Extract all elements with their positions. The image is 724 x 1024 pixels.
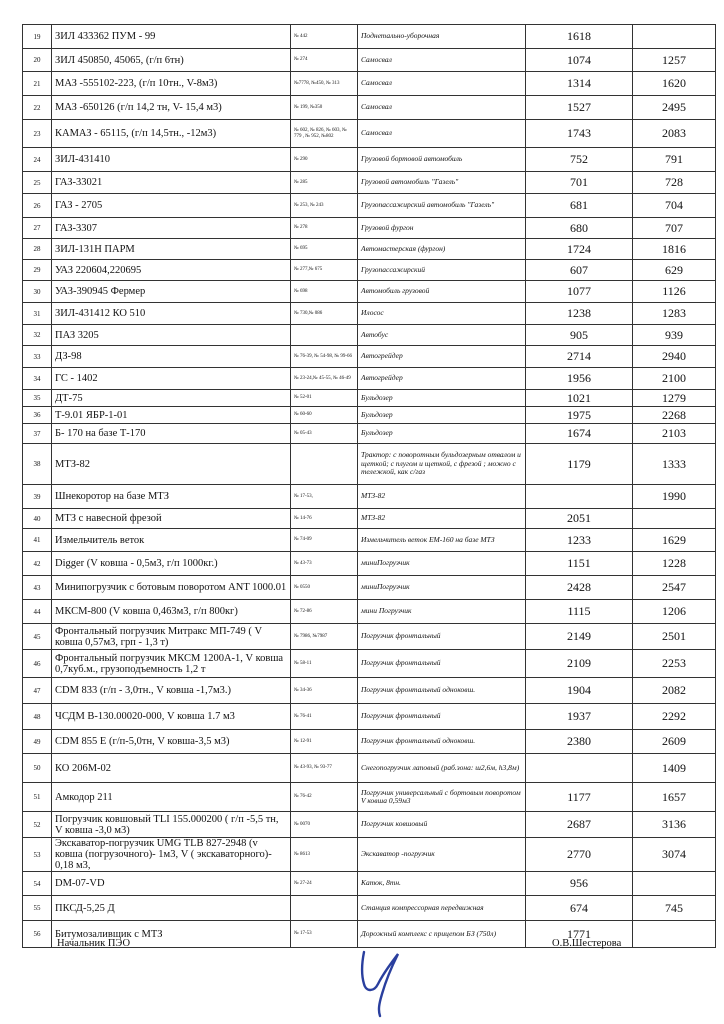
row-number: 49 — [23, 730, 52, 754]
equipment-table — [22, 24, 716, 948]
table-row — [23, 72, 716, 96]
registration-numbers — [291, 444, 358, 485]
value-column-2: 939 — [633, 325, 716, 346]
value-column-2: 2253 — [633, 650, 716, 678]
registration-numbers: № 698 — [291, 281, 358, 303]
value-column-2 — [633, 872, 716, 896]
row-number: 56 — [23, 921, 52, 948]
table-row — [23, 678, 716, 704]
registration-numbers: № 442 — [291, 25, 358, 49]
registration-numbers: № 290 — [291, 148, 358, 172]
equipment-type: мини Погрузчик — [358, 600, 526, 624]
table-row — [23, 812, 716, 838]
equipment-type: Станция компрессорная передвижная — [358, 896, 526, 921]
value-column-2 — [633, 509, 716, 529]
registration-numbers: № 602, № 826, № 603, № 779 , № 952, №802 — [291, 120, 358, 148]
equipment-name: Б- 170 на базе Т-170 — [52, 424, 291, 444]
table-row — [23, 650, 716, 678]
value-column-1 — [526, 485, 633, 509]
registration-numbers: № 52-01 — [291, 390, 358, 407]
value-column-2: 2103 — [633, 424, 716, 444]
value-column-2: 1206 — [633, 600, 716, 624]
equipment-type: Погрузчик фронтальный — [358, 624, 526, 650]
value-column-1: 2380 — [526, 730, 633, 754]
value-column-1: 1238 — [526, 303, 633, 325]
row-number: 52 — [23, 812, 52, 838]
equipment-type: Бульдозер — [358, 424, 526, 444]
value-column-2: 2292 — [633, 704, 716, 730]
table-row — [23, 838, 716, 872]
value-column-1: 674 — [526, 896, 633, 921]
table-row — [23, 624, 716, 650]
equipment-name: МКСМ-800 (V ковша 0,463м3, г/п 800кг) — [52, 600, 291, 624]
equipment-type: МТЗ-82 — [358, 485, 526, 509]
table-row — [23, 529, 716, 552]
row-number: 38 — [23, 444, 52, 485]
table-row — [23, 172, 716, 194]
table-row — [23, 368, 716, 390]
value-column-1: 1115 — [526, 600, 633, 624]
table-row — [23, 49, 716, 72]
equipment-name: Т-9.01 ЯБР-1-01 — [52, 407, 291, 424]
equipment-name: ЗИЛ 450850, 45065, (г/п 6тн) — [52, 49, 291, 72]
registration-numbers: № 60-60 — [291, 407, 358, 424]
registration-numbers: № 74-09 — [291, 529, 358, 552]
value-column-2: 1279 — [633, 390, 716, 407]
equipment-type: Бульдозер — [358, 407, 526, 424]
equipment-name: Шнекоротор на базе МТЗ — [52, 485, 291, 509]
value-column-1: 1233 — [526, 529, 633, 552]
row-number: 50 — [23, 754, 52, 783]
registration-numbers: № 14-76 — [291, 509, 358, 529]
table-row — [23, 576, 716, 600]
equipment-type: Экскаватор -погрузчик — [358, 838, 526, 872]
value-column-2: 1409 — [633, 754, 716, 783]
value-column-2: 1257 — [633, 49, 716, 72]
value-column-1: 2714 — [526, 346, 633, 368]
value-column-1: 1937 — [526, 704, 633, 730]
equipment-name: УАЗ-390945 Фермер — [52, 281, 291, 303]
row-number: 19 — [23, 25, 52, 49]
row-number: 30 — [23, 281, 52, 303]
table-row — [23, 704, 716, 730]
registration-numbers: № 277,№ 675 — [291, 260, 358, 281]
equipment-name: Амкодор 211 — [52, 783, 291, 812]
equipment-name: КО 206М-02 — [52, 754, 291, 783]
registration-numbers — [291, 325, 358, 346]
value-column-2: 1629 — [633, 529, 716, 552]
registration-numbers: № 253, № 243 — [291, 194, 358, 218]
registration-numbers: № 43-93, № 93-77 — [291, 754, 358, 783]
equipment-type: Грузовой бортовой автомобиль — [358, 148, 526, 172]
equipment-type: Трактор: с поворотным бульдозерным отвалом и щеткой; с плугом и щеткой, с фрезой ; можно с тележкой, как с/газ — [358, 444, 526, 485]
equipment-type: Самосвал — [358, 96, 526, 120]
value-column-2: 2100 — [633, 368, 716, 390]
equipment-name: МТЗ с навесной фрезой — [52, 509, 291, 529]
handwritten-signature — [352, 948, 412, 1018]
value-column-2: 1990 — [633, 485, 716, 509]
value-column-1: 1077 — [526, 281, 633, 303]
table-row — [23, 325, 716, 346]
registration-numbers: № 730,№ 086 — [291, 303, 358, 325]
registration-numbers: № 76-39, № 54-98, № 99-66 — [291, 346, 358, 368]
equipment-table-body — [23, 25, 716, 948]
value-column-1: 905 — [526, 325, 633, 346]
equipment-type: Автобус — [358, 325, 526, 346]
registration-numbers: № 58-11 — [291, 650, 358, 678]
table-row — [23, 552, 716, 576]
row-number: 36 — [23, 407, 52, 424]
row-number: 51 — [23, 783, 52, 812]
registration-numbers: № 7986, №7987 — [291, 624, 358, 650]
signer-position: Начальник ПЭО — [57, 938, 131, 949]
value-column-1: 1904 — [526, 678, 633, 704]
value-column-2: 2940 — [633, 346, 716, 368]
equipment-name: Минипогрузчик с ботовым поворотом ANT 1000.01 — [52, 576, 291, 600]
value-column-1: 1074 — [526, 49, 633, 72]
registration-numbers: № 72-86 — [291, 600, 358, 624]
equipment-name: МАЗ -555102-223, (г/п 10тн., V-8м3) — [52, 72, 291, 96]
equipment-type: Илосос — [358, 303, 526, 325]
row-number: 23 — [23, 120, 52, 148]
equipment-name: ГАЗ - 2705 — [52, 194, 291, 218]
value-column-2: 1620 — [633, 72, 716, 96]
value-column-1: 607 — [526, 260, 633, 281]
value-column-2: 2082 — [633, 678, 716, 704]
equipment-name: DM-07-VD — [52, 872, 291, 896]
table-row — [23, 509, 716, 529]
table-row — [23, 25, 716, 49]
row-number: 43 — [23, 576, 52, 600]
equipment-name: ЧСДМ В-130.00020-000, V ковша 1.7 м3 — [52, 704, 291, 730]
value-column-2: 1657 — [633, 783, 716, 812]
value-column-2: 704 — [633, 194, 716, 218]
value-column-2: 707 — [633, 218, 716, 239]
value-column-2: 1816 — [633, 239, 716, 260]
value-column-1: 1771 — [526, 921, 633, 948]
value-column-1: 1527 — [526, 96, 633, 120]
value-column-1: 2428 — [526, 576, 633, 600]
equipment-type: Самосвал — [358, 72, 526, 96]
equipment-name: Фронтальный погрузчик Митракс МП-749 ( V ковша 0,57м3, грп - 1,3 т) — [52, 624, 291, 650]
row-number: 45 — [23, 624, 52, 650]
row-number: 32 — [23, 325, 52, 346]
value-column-1: 1314 — [526, 72, 633, 96]
equipment-name: ГС - 1402 — [52, 368, 291, 390]
registration-numbers: № 285 — [291, 172, 358, 194]
table-row — [23, 281, 716, 303]
table-row — [23, 239, 716, 260]
equipment-name: CDM 833 (г/п - 3,0тн., V ковша -1,7м3.) — [52, 678, 291, 704]
equipment-type: Погрузчик фронтальный одноковш. — [358, 730, 526, 754]
signer-name: О.В.Шестерова — [552, 938, 622, 949]
equipment-type: Бульдозер — [358, 390, 526, 407]
table-row — [23, 730, 716, 754]
value-column-1: 1618 — [526, 25, 633, 49]
equipment-name: Экскаватор-погрузчик UMG TLB 827-2948 (v ковша (погрузочного)- 1м3, V ( экскаваторного)- 0,18 м3, — [52, 838, 291, 872]
equipment-type: Каток, 8тн. — [358, 872, 526, 896]
equipment-type: Погрузчик фронтальный — [358, 650, 526, 678]
table-row — [23, 872, 716, 896]
registration-numbers — [291, 896, 358, 921]
value-column-2: 2083 — [633, 120, 716, 148]
table-row — [23, 148, 716, 172]
value-column-1: 1021 — [526, 390, 633, 407]
value-column-1: 752 — [526, 148, 633, 172]
equipment-name: КАМАЗ - 65115, (г/п 14,5тн., -12м3) — [52, 120, 291, 148]
value-column-2: 2547 — [633, 576, 716, 600]
row-number: 48 — [23, 704, 52, 730]
value-column-1: 1975 — [526, 407, 633, 424]
equipment-name: Digger (V ковша - 0,5м3, г/п 1000кг.) — [52, 552, 291, 576]
equipment-type: Автомобиль грузовой — [358, 281, 526, 303]
value-column-1: 2051 — [526, 509, 633, 529]
row-number: 47 — [23, 678, 52, 704]
row-number: 37 — [23, 424, 52, 444]
value-column-2: 1126 — [633, 281, 716, 303]
row-number: 31 — [23, 303, 52, 325]
value-column-1: 1179 — [526, 444, 633, 485]
equipment-name: Фронтальный погрузчик МКСМ 1200А-1, V ковша 0,7куб.м., грузоподъемность 1,2 т — [52, 650, 291, 678]
equipment-type: МТЗ-82 — [358, 509, 526, 529]
equipment-name: ДТ-75 — [52, 390, 291, 407]
registration-numbers: № 05-43 — [291, 424, 358, 444]
value-column-1: 680 — [526, 218, 633, 239]
value-column-2: 629 — [633, 260, 716, 281]
equipment-type: Грузопассажирский автомобиль "Газель" — [358, 194, 526, 218]
registration-numbers: №7778, №450, № 313 — [291, 72, 358, 96]
value-column-1: 2770 — [526, 838, 633, 872]
row-number: 55 — [23, 896, 52, 921]
value-column-2: 745 — [633, 896, 716, 921]
table-row — [23, 754, 716, 783]
registration-numbers: № 17-53, — [291, 485, 358, 509]
value-column-1: 1177 — [526, 783, 633, 812]
equipment-name: УАЗ 220604,220695 — [52, 260, 291, 281]
equipment-name: Измельчитель веток — [52, 529, 291, 552]
row-number: 24 — [23, 148, 52, 172]
equipment-type: Грузовой автомобиль "Газель" — [358, 172, 526, 194]
equipment-type: Измельчитель веток ЕМ-160 на базе МТЗ — [358, 529, 526, 552]
equipment-name: ГАЗ-3307 — [52, 218, 291, 239]
equipment-type: Погрузчик фронтальный — [358, 704, 526, 730]
table-row — [23, 407, 716, 424]
equipment-name: МАЗ -650126 (г/п 14,2 тн, V- 15,4 м3) — [52, 96, 291, 120]
equipment-name: Битумозаливщик с МТЗ — [52, 921, 291, 948]
registration-numbers: № 274 — [291, 49, 358, 72]
row-number: 39 — [23, 485, 52, 509]
table-row — [23, 120, 716, 148]
row-number: 41 — [23, 529, 52, 552]
equipment-type: Самосвал — [358, 120, 526, 148]
row-number: 46 — [23, 650, 52, 678]
value-column-1: 1724 — [526, 239, 633, 260]
registration-numbers: № 12-91 — [291, 730, 358, 754]
equipment-type: миниПогрузчик — [358, 552, 526, 576]
value-column-2: 1283 — [633, 303, 716, 325]
value-column-2: 1333 — [633, 444, 716, 485]
equipment-name: ЗИЛ 433362 ПУМ - 99 — [52, 25, 291, 49]
value-column-2 — [633, 921, 716, 948]
row-number: 33 — [23, 346, 52, 368]
value-column-1: 956 — [526, 872, 633, 896]
registration-numbers: № 23-24,№ 45-55, № 46-49 — [291, 368, 358, 390]
equipment-type: Снегопогрузчик лаповый (раб.зона: ш2,6м, h3,8м) — [358, 754, 526, 783]
table-row — [23, 194, 716, 218]
registration-numbers: № 34-36 — [291, 678, 358, 704]
equipment-name: CDM 855 E (г/п-5,0тн, V ковша-3,5 м3) — [52, 730, 291, 754]
row-number: 28 — [23, 239, 52, 260]
table-row — [23, 600, 716, 624]
value-column-2: 3136 — [633, 812, 716, 838]
value-column-1: 1151 — [526, 552, 633, 576]
table-row — [23, 303, 716, 325]
equipment-type: Погрузчик фронтальный одноковш. — [358, 678, 526, 704]
value-column-2: 728 — [633, 172, 716, 194]
equipment-type: Грузопассажирский — [358, 260, 526, 281]
equipment-name: ПКСД-5,25 Д — [52, 896, 291, 921]
table-row — [23, 260, 716, 281]
registration-numbers: № 8613 — [291, 838, 358, 872]
equipment-name: ГАЗ-33021 — [52, 172, 291, 194]
row-number: 44 — [23, 600, 52, 624]
row-number: 35 — [23, 390, 52, 407]
table-row — [23, 783, 716, 812]
value-column-1 — [526, 754, 633, 783]
equipment-name: ЗИЛ-131Н ПАРМ — [52, 239, 291, 260]
equipment-name: ПАЗ 3205 — [52, 325, 291, 346]
equipment-type: Погрузчик ковшовый — [358, 812, 526, 838]
registration-numbers: № 43-73 — [291, 552, 358, 576]
registration-numbers: № 0550 — [291, 576, 358, 600]
value-column-1: 701 — [526, 172, 633, 194]
row-number: 26 — [23, 194, 52, 218]
registration-numbers: № 278 — [291, 218, 358, 239]
equipment-type: Автомастерская (фургон) — [358, 239, 526, 260]
row-number: 20 — [23, 49, 52, 72]
value-column-1: 1674 — [526, 424, 633, 444]
registration-numbers: № 27-24 — [291, 872, 358, 896]
table-row — [23, 96, 716, 120]
table-row — [23, 218, 716, 239]
value-column-2: 1228 — [633, 552, 716, 576]
equipment-name: ЗИЛ-431412 КО 510 — [52, 303, 291, 325]
row-number: 53 — [23, 838, 52, 872]
equipment-name: ЗИЛ-431410 — [52, 148, 291, 172]
registration-numbers: № 199, №350 — [291, 96, 358, 120]
equipment-type: Погрузчик универсальный с бортовым поворотом V ковша 0,59м3 — [358, 783, 526, 812]
value-column-2: 791 — [633, 148, 716, 172]
value-column-1: 1956 — [526, 368, 633, 390]
equipment-type: Поднетально-уборочная — [358, 25, 526, 49]
row-number: 22 — [23, 96, 52, 120]
equipment-type: Дорожный комплекс с прицепом БЗ (750л) — [358, 921, 526, 948]
value-column-1: 2687 — [526, 812, 633, 838]
value-column-1: 2149 — [526, 624, 633, 650]
registration-numbers: № 695 — [291, 239, 358, 260]
equipment-type: Грузовой фургон — [358, 218, 526, 239]
table-row — [23, 485, 716, 509]
value-column-2: 2609 — [633, 730, 716, 754]
row-number: 54 — [23, 872, 52, 896]
row-number: 40 — [23, 509, 52, 529]
row-number: 29 — [23, 260, 52, 281]
table-row — [23, 346, 716, 368]
equipment-name: МТЗ-82 — [52, 444, 291, 485]
value-column-2 — [633, 25, 716, 49]
equipment-name: Погрузчик ковшовый TLI 155.000200 ( г/п -5,5 тн, V ковша -3,0 м3) — [52, 812, 291, 838]
registration-numbers: № 76-42 — [291, 783, 358, 812]
table-row — [23, 424, 716, 444]
row-number: 25 — [23, 172, 52, 194]
equipment-type: Автогрейдер — [358, 346, 526, 368]
row-number: 34 — [23, 368, 52, 390]
table-row — [23, 896, 716, 921]
row-number: 27 — [23, 218, 52, 239]
registration-numbers: № 76-41 — [291, 704, 358, 730]
registration-numbers: № 0070 — [291, 812, 358, 838]
equipment-type: миниПогрузчик — [358, 576, 526, 600]
row-number: 21 — [23, 72, 52, 96]
table-row — [23, 390, 716, 407]
value-column-2: 3074 — [633, 838, 716, 872]
equipment-type: Автогрейдер — [358, 368, 526, 390]
value-column-2: 2268 — [633, 407, 716, 424]
value-column-1: 2109 — [526, 650, 633, 678]
value-column-2: 2501 — [633, 624, 716, 650]
equipment-type: Самосвал — [358, 49, 526, 72]
table-row — [23, 444, 716, 485]
equipment-name: ДЗ-98 — [52, 346, 291, 368]
value-column-2: 2495 — [633, 96, 716, 120]
row-number: 42 — [23, 552, 52, 576]
value-column-1: 1743 — [526, 120, 633, 148]
value-column-1: 681 — [526, 194, 633, 218]
registration-numbers: № 17-53 — [291, 921, 358, 948]
